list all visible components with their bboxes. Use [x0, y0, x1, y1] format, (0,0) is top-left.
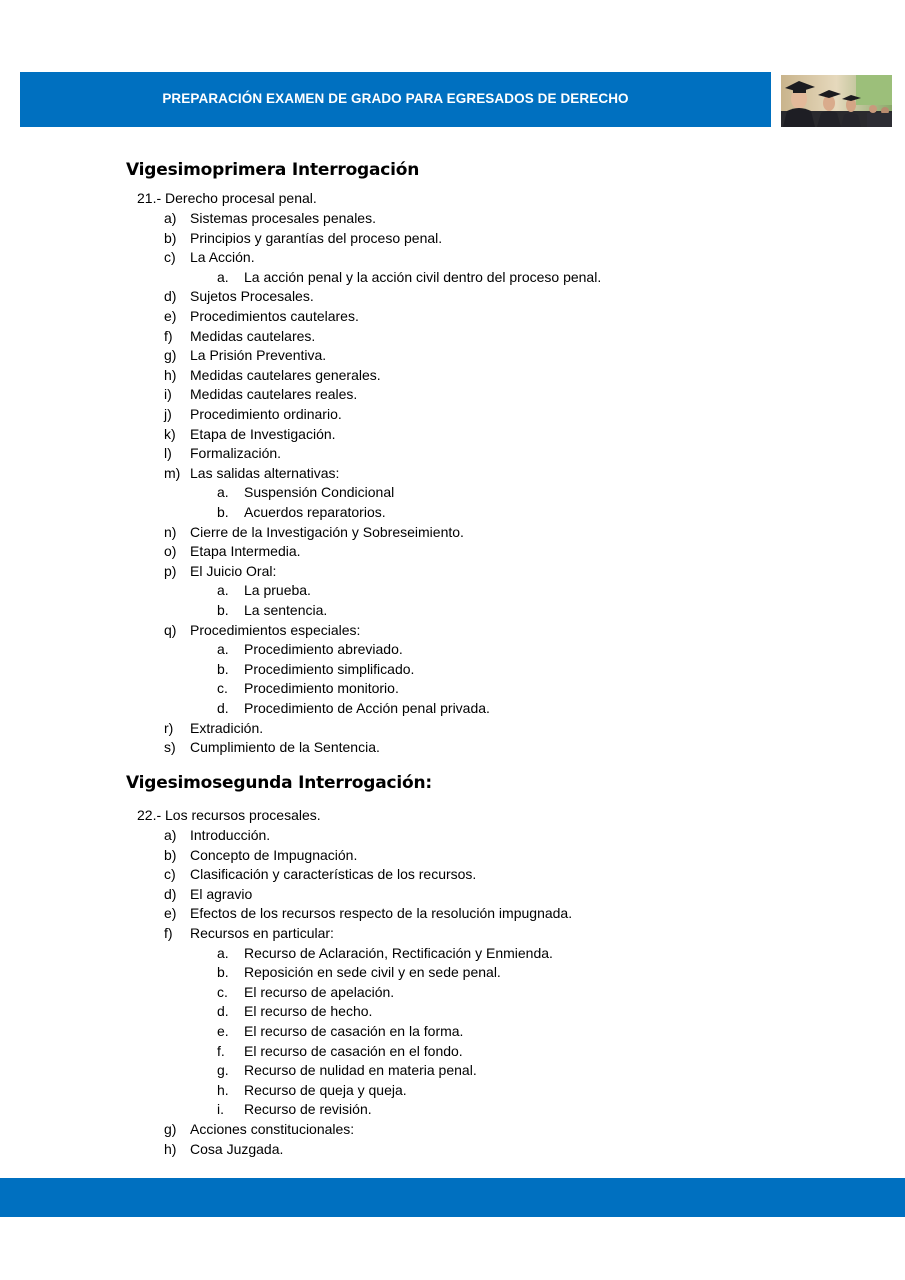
list-item-text: Cierre de la Investigación y Sobreseimiento. [190, 523, 464, 540]
list-marker: i) [164, 386, 172, 403]
list-item-text: Principios y garantías del proceso penal. [190, 229, 443, 246]
list-item-text: Etapa de Investigación. [190, 425, 336, 442]
list-marker: p) [164, 562, 177, 579]
section-heading-22: Vigesimosegunda Interrogación: [126, 773, 432, 793]
list-item-text: Procedimientos especiales: [190, 621, 361, 638]
list-item-text: La Prisión Preventiva. [190, 347, 327, 364]
footer-banner [0, 1178, 905, 1217]
list-item-text: Recurso de nulidad en materia penal. [244, 1062, 477, 1079]
list-marker: a. [217, 268, 229, 285]
list-marker: d) [164, 885, 177, 902]
list-item-text: Recurso de revisión. [244, 1101, 372, 1118]
list-marker: a) [164, 210, 177, 226]
list-marker: d. [217, 1003, 229, 1020]
list-marker: m) [164, 464, 181, 481]
list-item-text: Acciones constitucionales: [190, 1121, 355, 1137]
list-marker: h) [164, 366, 177, 383]
list-item-text: Formalización. [190, 445, 282, 462]
topic-21: 21.- Derecho procesal penal. [137, 190, 317, 206]
list-marker: c) [164, 249, 176, 266]
list-item-text: Sistemas procesales penales. [190, 210, 376, 226]
list-marker: a. [217, 641, 229, 658]
list-marker: o) [164, 543, 177, 560]
list-marker: g) [164, 347, 177, 364]
list-item-text: Procedimientos cautelares. [190, 308, 359, 324]
topic-22: 22.- Los recursos procesales. [137, 807, 321, 823]
list-marker: a. [217, 484, 229, 501]
list-item-text: Recurso de queja y queja. [244, 1081, 407, 1098]
list-marker: j) [164, 406, 172, 422]
list-marker: i. [217, 1101, 224, 1118]
list-marker: f) [164, 925, 173, 941]
list-item-text: El recurso de hecho. [244, 1003, 373, 1020]
list-marker: c) [164, 866, 176, 883]
list-marker: d) [164, 288, 177, 305]
list-item-text: Cosa Juzgada. [190, 1140, 284, 1157]
section-heading-21: Vigesimoprimera Interrogación [126, 160, 420, 180]
list-item-text: Recurso de Aclaración, Rectificación y Enmienda. [244, 944, 553, 961]
list-item-text: El recurso de casación en el fondo. [244, 1042, 463, 1059]
list-item-text: La sentencia. [244, 602, 328, 618]
list-marker: s) [164, 739, 176, 756]
list-marker: h) [164, 1140, 177, 1157]
list-item-text: El Juicio Oral: [190, 562, 277, 579]
list-marker: f. [217, 1042, 225, 1059]
list-item-text: Suspensión Condicional [244, 484, 395, 501]
list-item-text: Medidas cautelares generales. [190, 366, 381, 383]
list-marker: b. [217, 964, 229, 981]
list-marker: g) [164, 1121, 177, 1137]
list-item-text: La prueba. [244, 582, 311, 599]
header-title: PREPARACIÓN EXAMEN DE GRADO PARA EGRESADOS DE DERECHO [162, 91, 629, 106]
list-marker: a. [217, 582, 229, 599]
list-item-text: Reposición en sede civil y en sede penal. [244, 964, 501, 981]
list-marker: f) [164, 327, 173, 344]
list-marker: g. [217, 1062, 229, 1079]
list-marker: e) [164, 905, 177, 922]
header-banner [20, 72, 771, 127]
list-marker: a. [217, 944, 229, 961]
list-marker: b. [217, 660, 229, 677]
list-marker: h. [217, 1081, 229, 1098]
list-item-text: La Acción. [190, 249, 255, 266]
list-item-text: Recursos en particular: [190, 925, 334, 941]
list-marker: n) [164, 523, 177, 540]
list-marker: c. [217, 680, 228, 697]
list-item-text: Introducción. [190, 827, 271, 843]
list-marker: l) [164, 445, 172, 462]
list-item-text: Cumplimiento de la Sentencia. [190, 739, 380, 756]
list-item-text: Efectos de los recursos respecto de la resolución impugnada. [190, 905, 573, 922]
list-item-text: Procedimiento monitorio. [244, 680, 399, 697]
list-item-text: Procedimiento simplificado. [244, 660, 415, 677]
list-marker: a) [164, 827, 177, 843]
list-marker: b. [217, 504, 229, 520]
list-marker: e) [164, 308, 177, 324]
list-marker: q) [164, 621, 177, 638]
list-marker: r) [164, 719, 174, 736]
list-marker: d. [217, 700, 229, 716]
list-item-text: Procedimiento abreviado. [244, 641, 403, 658]
list-item-text: Las salidas alternativas: [190, 464, 340, 481]
list-item-text: Medidas cautelares. [190, 327, 316, 344]
list-item-text: Etapa Intermedia. [190, 543, 301, 560]
list-item-text: Procedimiento de Acción penal privada. [244, 700, 490, 716]
list-marker: b) [164, 846, 177, 863]
list-marker: e. [217, 1023, 229, 1039]
graduates-photo-icon [781, 75, 892, 127]
list-item-text: Medidas cautelares reales. [190, 386, 358, 403]
list-item-text: Procedimiento ordinario. [190, 406, 342, 422]
list-item-text: Sujetos Procesales. [190, 288, 314, 305]
list-item-text: El agravio [190, 885, 253, 902]
list-marker: b. [217, 602, 229, 618]
list-item-text: Extradición. [190, 719, 264, 736]
list-marker: c. [217, 983, 228, 1000]
list-marker: b) [164, 229, 177, 246]
list-item-text: Clasificación y características de los recursos. [190, 866, 477, 883]
list-item-text: La acción penal y la acción civil dentro del proceso penal. [244, 268, 602, 285]
list-item-text: Concepto de Impugnación. [190, 846, 358, 863]
list-marker: k) [164, 425, 176, 442]
list-item-text: El recurso de apelación. [244, 983, 395, 1000]
list-item-text: Acuerdos reparatorios. [244, 504, 386, 520]
list-item-text: El recurso de casación en la forma. [244, 1023, 464, 1039]
